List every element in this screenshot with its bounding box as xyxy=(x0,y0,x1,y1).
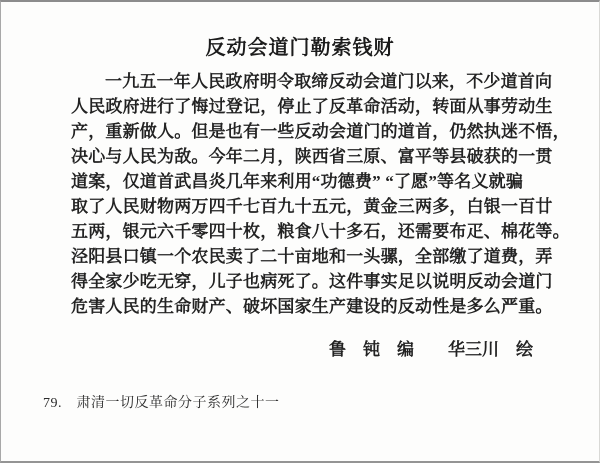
body-text-line: 决心与人民为敌。今年二月，陕西省三原、富平等县破获的一贯 xyxy=(71,147,553,166)
body-text-line: 危害人民的生命财产、破坏国家生产建设的反动性是多么严重。 xyxy=(71,297,553,316)
body-paragraph xyxy=(71,69,570,319)
body-text-line: 人民政府进行了悔过登记，停止了反革命活动，转面从事劳动生 xyxy=(71,97,553,116)
body-text-line: 一九五一年人民政府明令取缔反动会道门以来，不少道首向 xyxy=(105,72,553,91)
body-text-line: 产，重新做人。但是也有一些反动会道门的道首，仍然执迷不悟， xyxy=(71,122,570,141)
body-text-line: 五两，银元六千零四十枚，粮食八十多石，还需要布疋、棉花等。 xyxy=(71,222,570,241)
body-text-line: 道案，仅道首武昌炎几年来利用“功德费” “了愿”等名义就骗 xyxy=(71,172,524,191)
attribution-line: 鲁 钝 编 华三川 绘 xyxy=(329,340,533,359)
series-caption: 79. 肃清一切反革命分子系列之十一 xyxy=(43,396,280,411)
body-text-line: 取了人民财物两万四千七百九十五元，黄金三两多，白银一百廿 xyxy=(71,197,553,216)
body-text-line: 得全家少吃无穿，儿子也病死了。这件事实足以说明反动会道门 xyxy=(71,272,553,291)
page-title: 反动会道门勒索钱财 xyxy=(205,37,395,59)
body-text-line: 泾阳县口镇一个农民卖了二十亩地和一头骡，全部缴了道费，弄 xyxy=(71,247,553,266)
